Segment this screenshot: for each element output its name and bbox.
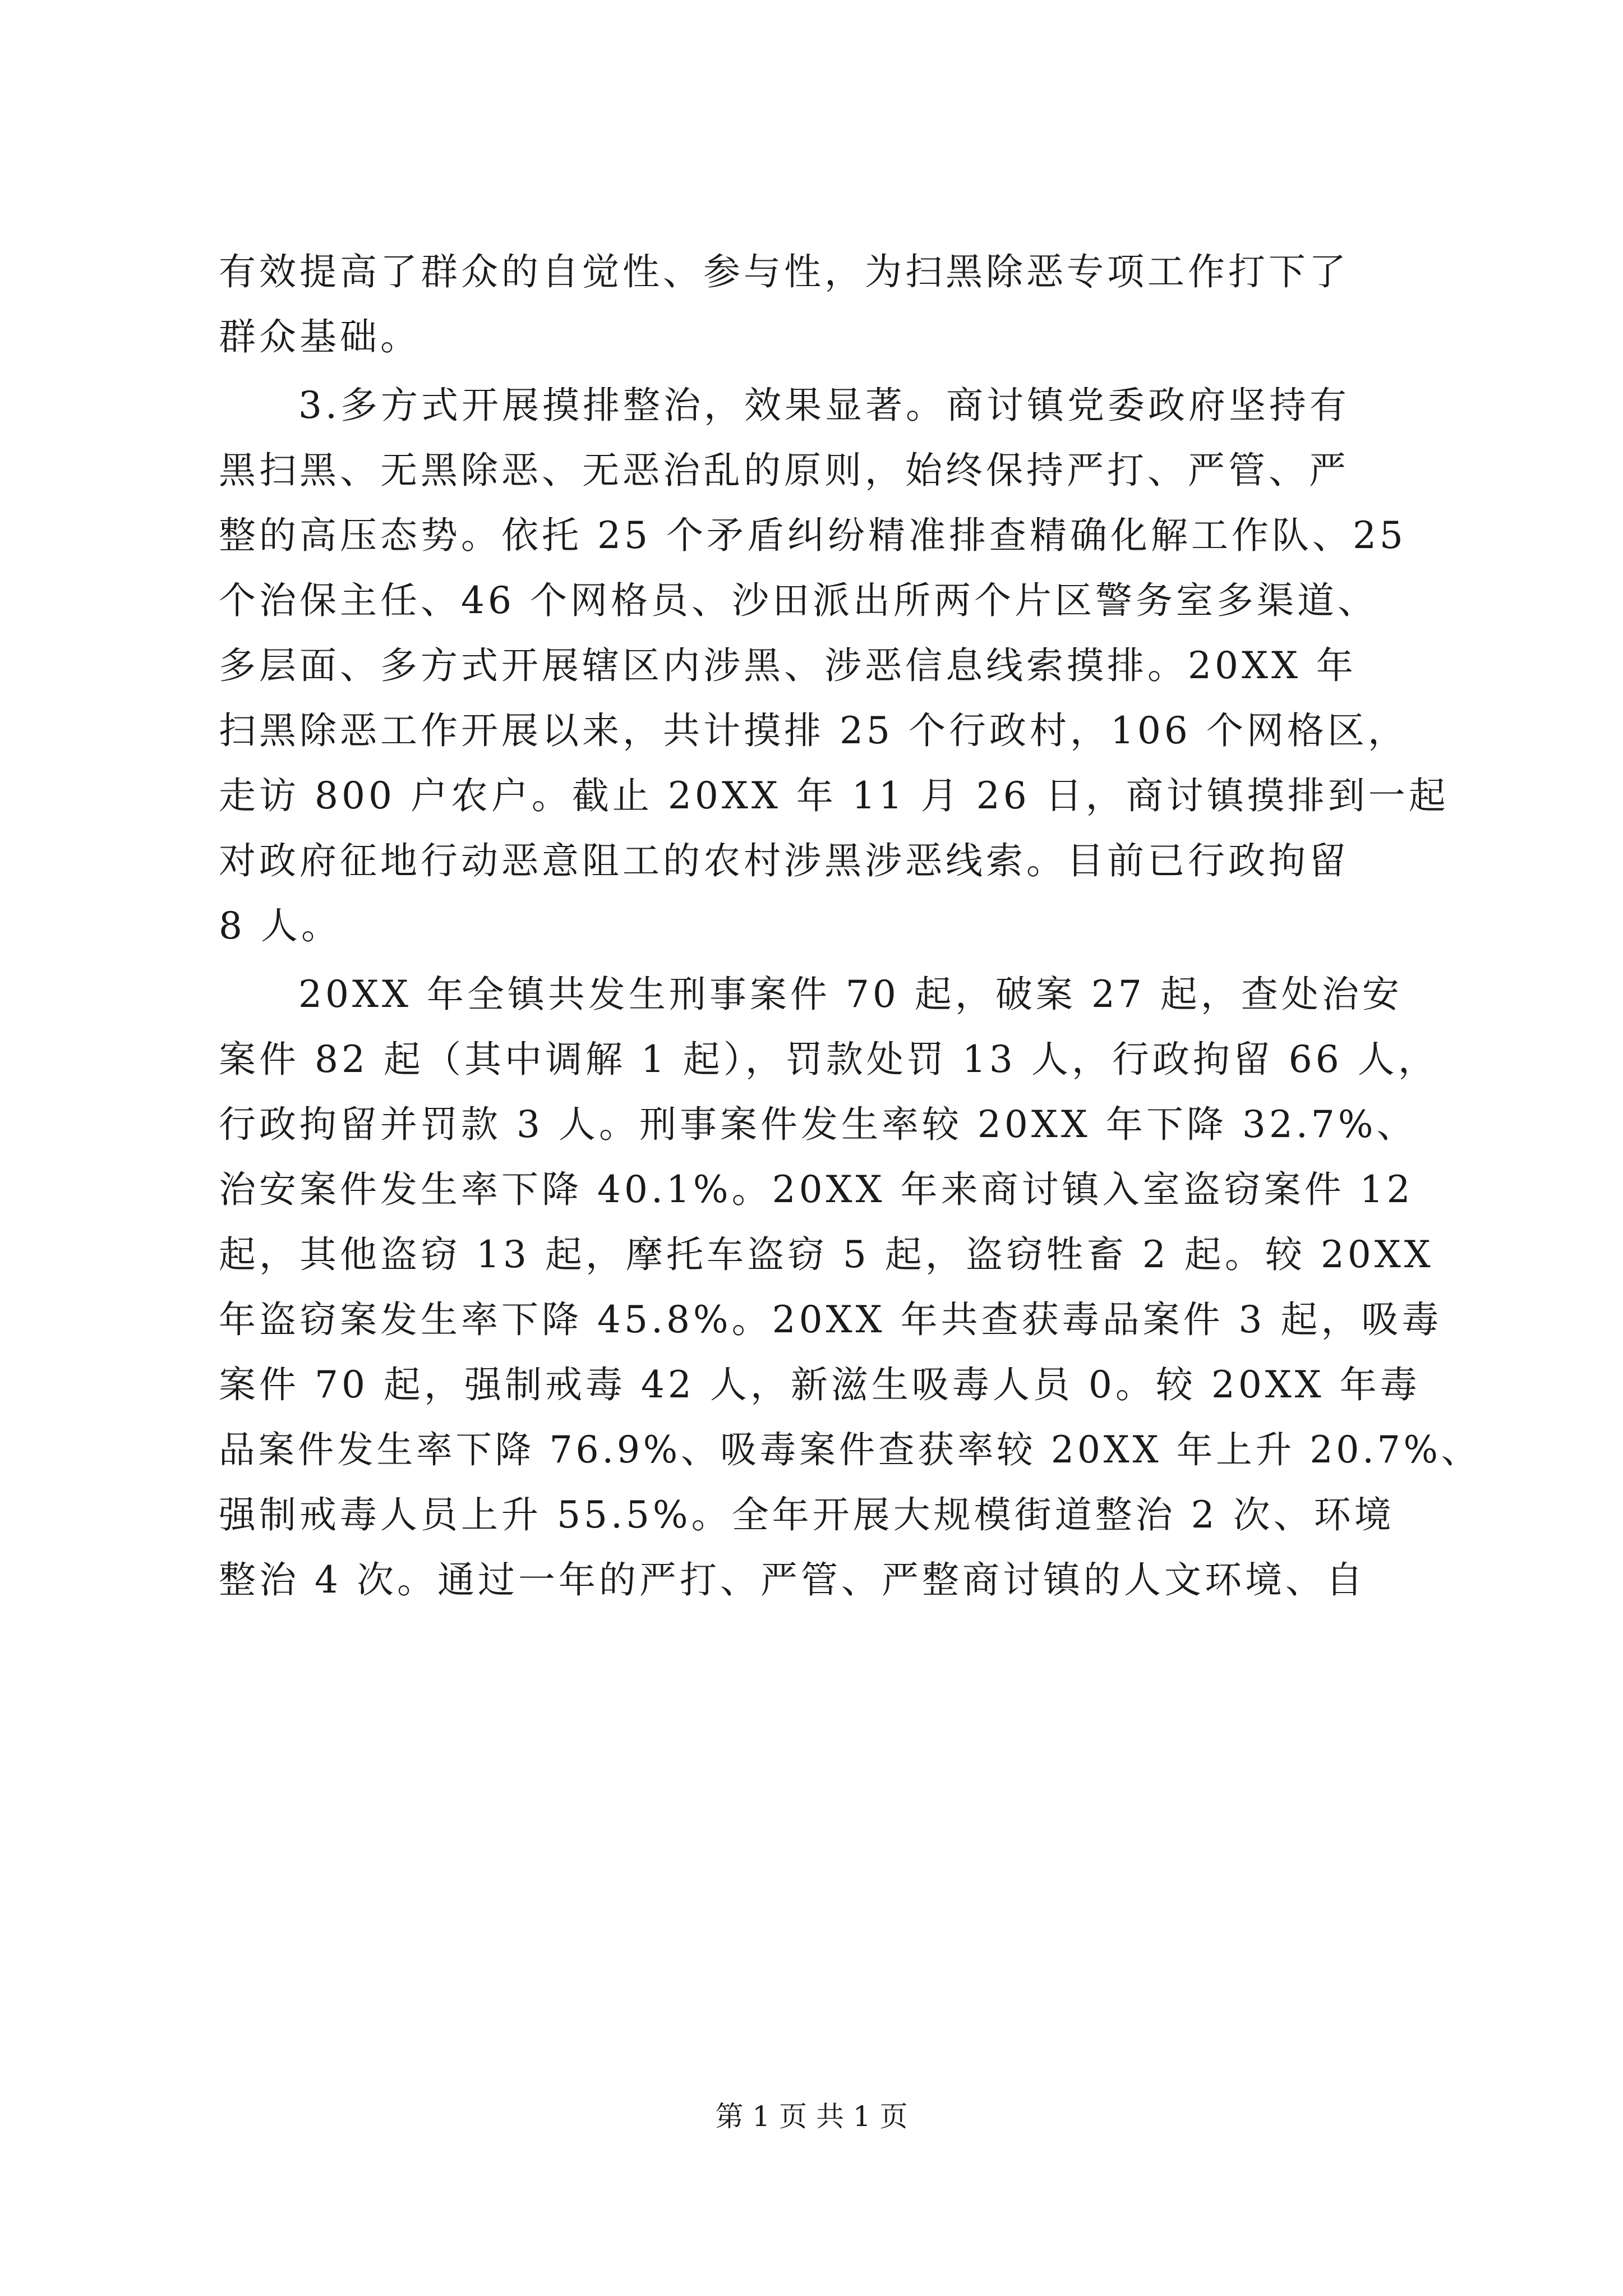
text-line: 群众基础。 [219, 315, 421, 358]
paragraph-start-line: 20XX 年全镇共发生刑事案件 70 起，破案 27 起，查处治安 [298, 973, 1403, 1016]
text-line: 有效提高了群众的自觉性、参与性，为扫黑除恶专项工作打下了 [219, 250, 1349, 293]
text-line: 治安案件发生率下降 40.1%。20XX 年来商讨镇入室盗窃案件 12 [219, 1168, 1414, 1211]
text-line: 案件 82 起（其中调解 1 起），罚款处罚 13 人，行政拘留 66 人， [219, 1038, 1438, 1081]
text-line: 年盗窃案发生率下降 45.8%。20XX 年共查获毒品案件 3 起，吸毒 [219, 1298, 1442, 1341]
text-line: 个治保主任、46 个网格员、沙田派出所两个片区警务室多渠道、 [219, 579, 1378, 622]
text-line: 强制戒毒人员上升 55.5%。全年开展大规模街道整治 2 次、环境 [219, 1493, 1395, 1536]
text-line: 扫黑除恶工作开展以来，共计摸排 25 个行政村，106 个网格区， [219, 709, 1408, 752]
text-line: 案件 70 起，强制戒毒 42 人，新滋生吸毒人员 0。较 20XX 年毒 [219, 1363, 1421, 1406]
text-line: 黑扫黑、无黑除恶、无恶治乱的原则，始终保持严打、严管、严 [219, 449, 1349, 492]
text-line: 走访 800 户农户。截止 20XX 年 11 月 26 日，商讨镇摸排到一起 [219, 774, 1449, 817]
text-line: 8 人。 [219, 904, 342, 947]
paragraph-start-line: 3.多方式开展摸排整治，效果显著。商讨镇党委政府坚持有 [298, 384, 1350, 427]
text-line: 对政府征地行动恶意阻工的农村涉黑涉恶线索。目前已行政拘留 [219, 839, 1349, 882]
page-number-footer: 第 1 页 共 1 页 [715, 2100, 908, 2133]
text-line: 整的高压态势。依托 25 个矛盾纠纷精准排查精确化解工作队、25 [219, 514, 1407, 557]
text-line: 整治 4 次。通过一年的严打、严管、严整商讨镇的人文环境、自 [219, 1558, 1366, 1602]
text-line: 行政拘留并罚款 3 人。刑事案件发生率较 20XX 年下降 32.7%、 [219, 1103, 1417, 1146]
text-line: 起，其他盗窃 13 起，摩托车盗窃 5 起，盗窃牲畜 2 起。较 20XX [219, 1233, 1434, 1276]
text-line: 多层面、多方式开展辖区内涉黑、涉恶信息线索摸排。20XX 年 [219, 644, 1357, 687]
text-line: 品案件发生率下降 76.9%、吸毒案件查获率较 20XX 年上升 20.7%、 [219, 1428, 1481, 1471]
